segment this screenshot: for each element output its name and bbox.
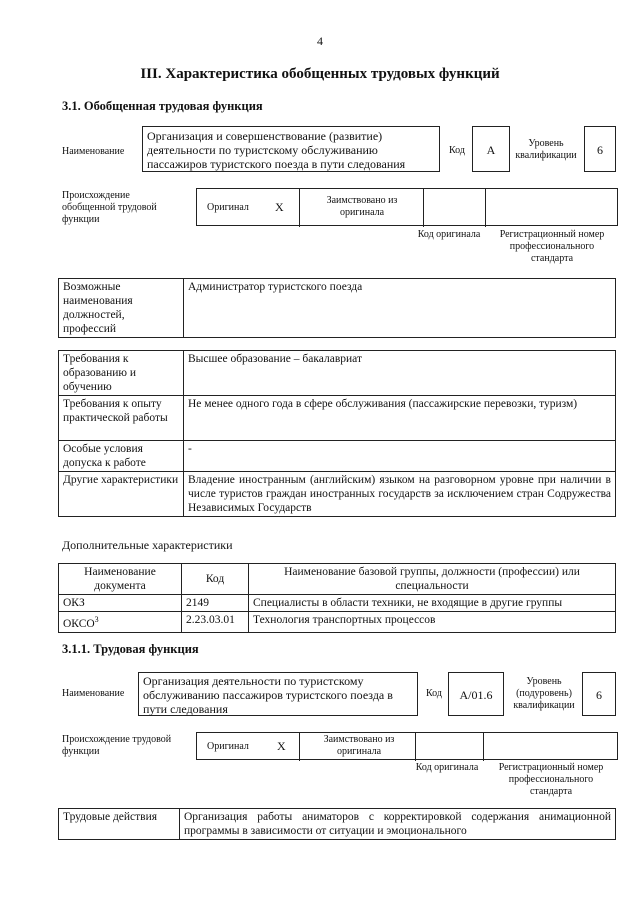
actions-label: Трудовые действия — [59, 809, 180, 840]
gtf-level-box — [584, 126, 616, 172]
actions-table — [58, 808, 616, 840]
extra-code: 2.23.03.01 — [182, 612, 249, 633]
tf-origin-label: Происхождение трудовой функции — [62, 734, 172, 757]
extra-doc: ОКЗ — [59, 595, 182, 612]
table-row — [59, 441, 616, 472]
gtf-name-label: Наименование — [62, 146, 125, 157]
tf-reg-number-label: Регистрационный номер профессионального стандарта — [498, 762, 604, 797]
table-row — [59, 279, 616, 338]
extra-name: Специалисты в области техники, не входящие в другие группы — [249, 595, 616, 612]
extra-doc-cell — [59, 612, 182, 633]
extra-table — [58, 563, 616, 633]
page-number: 4 — [317, 34, 323, 48]
divider — [299, 189, 300, 227]
tf-name-value: Организация деятельности по туристскому обслуживанию пассажиров туристского поезда в пути следования — [143, 674, 393, 716]
gtf-borrowed-label: Заимствовано из оригинала — [326, 195, 398, 218]
gtf-name-value: Организация и совершенствование (развитие) деятельности по туристскому обслуживанию пассажиров туристского поезда в пути следования — [147, 129, 406, 171]
tf-original-mark: X — [277, 739, 286, 753]
positions-value: Администратор туристского поезда — [184, 279, 616, 338]
req-experience-value: Не менее одного года в сфере обслуживания (пассажирские перевозки, туризм) — [184, 396, 616, 441]
extra-name: Технология транспортных процессов — [249, 612, 616, 633]
extra-doc-footnote: 3 — [94, 615, 99, 624]
tf-name-label: Наименование — [62, 688, 125, 699]
tf-level-value: 6 — [596, 688, 602, 702]
gtf-code-box — [472, 126, 510, 172]
divider — [483, 733, 484, 761]
gtf-code-original-label: Код оригинала — [417, 229, 481, 240]
tf-code-original-label: Код оригинала — [415, 762, 479, 773]
table-row — [59, 351, 616, 396]
tf-code-label: Код — [426, 688, 442, 699]
extra-header-code: Код — [182, 564, 249, 595]
tf-origin-table — [196, 732, 618, 760]
tf-code-box — [448, 672, 504, 716]
req-other-value: Владение иностранным (английским) языком на разговорном уровне при наличии в числе туристов граждан иностранных государств за исключением стран Содружества Независимых Государств — [184, 472, 616, 517]
requirements-table — [58, 350, 616, 517]
gtf-name-box — [142, 126, 440, 172]
gtf-origin-label: Происхождение обобщенной трудовой функции — [62, 190, 157, 225]
req-conditions-label: Особые условия допуска к работе — [59, 441, 184, 472]
divider — [423, 189, 424, 227]
req-experience-label: Требования к опыту практической работы — [59, 396, 184, 441]
positions-table — [58, 278, 616, 338]
tf-level-label: Уровень (подуровень) квалификации — [513, 676, 575, 711]
tf-name-box — [138, 672, 418, 716]
gtf-level-value: 6 — [597, 143, 603, 157]
actions-value: Организация работы аниматоров с корректировкой содержания анимационной программы в зависимости от ситуации и эмоционального — [180, 809, 616, 840]
tf-original-label: Оригинал — [207, 741, 249, 752]
table-row — [59, 472, 616, 517]
divider — [415, 733, 416, 761]
extra-doc: ОКСО — [63, 617, 95, 630]
table-row — [59, 396, 616, 441]
gtf-code-value: А — [486, 143, 496, 157]
extra-header-doc: Наименование документа — [59, 564, 182, 595]
extra-header-name: Наименование базовой группы, должности (профессии) или специальности — [249, 564, 616, 595]
gtf-origin-table — [196, 188, 618, 226]
divider — [485, 189, 486, 227]
req-education-value: Высшее образование – бакалавриат — [184, 351, 616, 396]
positions-label: Возможные наименования должностей, профессий — [59, 279, 184, 338]
section-title: III. Характеристика обобщенных трудовых функций — [140, 66, 500, 82]
table-row — [59, 612, 616, 633]
tf-heading: 3.1.1. Трудовая функция — [62, 642, 199, 656]
tf-borrowed-label: Заимствовано из оригинала — [323, 734, 395, 757]
req-conditions-value: - — [184, 441, 616, 472]
req-education-label: Требования к образованию и обучению — [59, 351, 184, 396]
table-row — [59, 595, 616, 612]
gtf-heading: 3.1. Обобщенная трудовая функция — [62, 99, 263, 113]
tf-level-box — [582, 672, 616, 716]
gtf-level-label: Уровень квалификации — [515, 138, 577, 161]
req-other-label: Другие характеристики — [59, 472, 184, 517]
tf-code-value: A/01.6 — [459, 688, 493, 702]
divider — [299, 733, 300, 761]
table-row — [59, 564, 616, 595]
gtf-code-label: Код — [449, 145, 465, 156]
extra-heading: Дополнительные характеристики — [62, 538, 233, 552]
gtf-original-label: Оригинал — [207, 202, 249, 213]
table-row — [59, 809, 616, 840]
gtf-reg-number-label: Регистрационный номер профессионального стандарта — [499, 229, 605, 264]
gtf-original-mark: X — [275, 200, 284, 214]
extra-code: 2149 — [182, 595, 249, 612]
